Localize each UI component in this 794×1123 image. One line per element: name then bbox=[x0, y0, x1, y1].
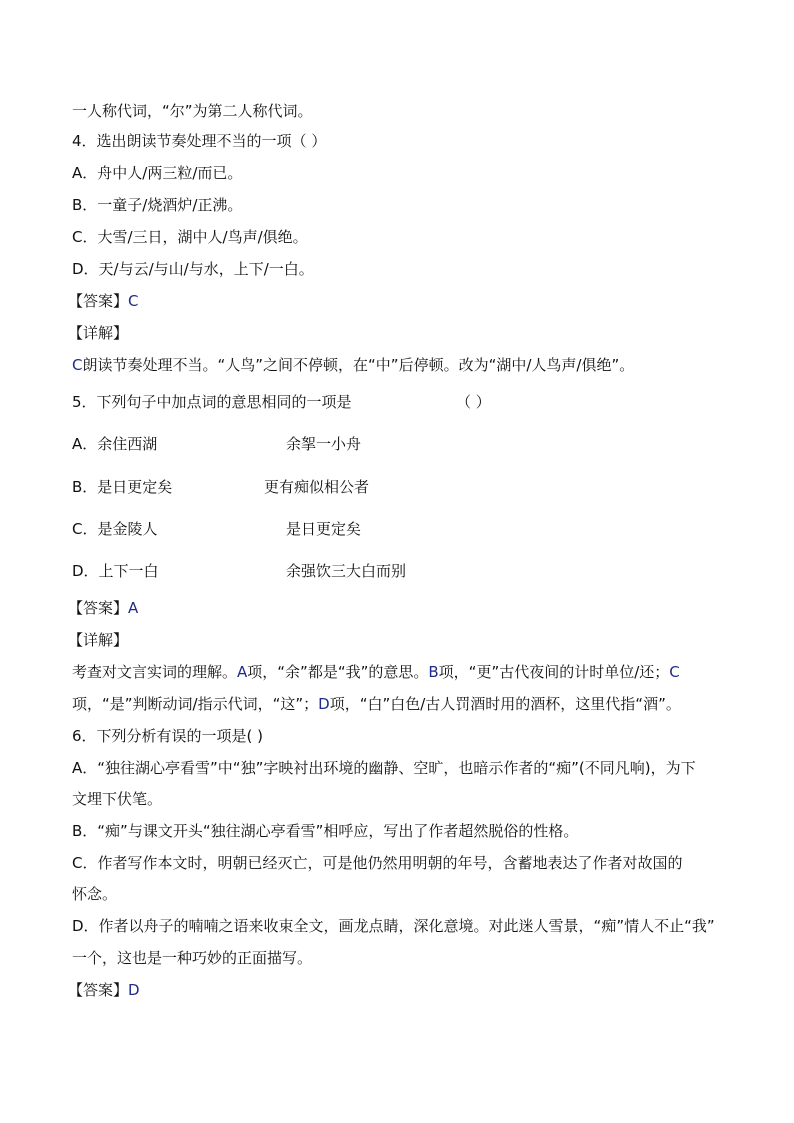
detail-letter-d: D bbox=[318, 695, 330, 713]
q4-option-d: D．天/与云/与山/与水，上下/一白。 bbox=[72, 260, 314, 278]
detail-letter-c: C bbox=[669, 663, 680, 681]
q6-option-b: B．“痴”与课文开头“独往湖心亭看雪”相呼应，写出了作者超然脱俗的性格。 bbox=[72, 822, 579, 840]
detail-text: 项，“余”都是“我”的意思。 bbox=[247, 663, 429, 681]
q5-option-b-left: B．是日更定矣 bbox=[72, 478, 173, 496]
answer-value: D bbox=[128, 981, 140, 999]
q4-detail-label: 【详解】 bbox=[68, 324, 129, 342]
answer-value: C bbox=[128, 292, 139, 310]
question-5-paren: （ ） bbox=[456, 393, 491, 411]
detail-letter-b: B bbox=[428, 663, 439, 681]
q4-answer bbox=[68, 291, 139, 311]
q5-option-c-left: C．是金陵人 bbox=[72, 520, 158, 538]
q6-option-c-line-2: 怀念。 bbox=[72, 885, 118, 903]
detail-text: 项，“更”古代夜间的计时单位/还； bbox=[438, 663, 670, 681]
q6-option-d-line-2: 一个，这也是一种巧妙的正面描写。 bbox=[72, 949, 313, 967]
q6-option-d-line-1: D．作者以舟子的喃喃之语来收束全文，画龙点睛，深化意境。对此迷人雪景，“痴”情人不止“我” bbox=[72, 917, 715, 935]
answer-label: 【答案】 bbox=[68, 292, 129, 310]
answer-label: 【答案】 bbox=[68, 981, 129, 999]
detail-text: 项，“是”判断动词/指示代词，“这”； bbox=[72, 695, 319, 713]
q6-option-a-line-1: A．“独往湖心亭看雪”中“独”字映衬出环境的幽静、空旷，也暗示作者的“痴”(不同凡响)，为下 bbox=[72, 759, 696, 777]
q5-option-c-right: 是日更定矣 bbox=[286, 520, 362, 538]
q4-detail-text bbox=[72, 355, 634, 375]
question-4: 4．选出朗读节奏处理不当的一项（ ） bbox=[72, 132, 327, 150]
detail-letter-a: A bbox=[237, 663, 248, 681]
q4-option-a: A．舟中人/两三粒/而已。 bbox=[72, 164, 243, 182]
q4-option-c: C．大雪/三日，湖中人/鸟声/俱绝。 bbox=[72, 228, 308, 246]
q5-option-a-right: 余挐一小舟 bbox=[286, 435, 362, 453]
q5-option-b-right: 更有痴似相公者 bbox=[264, 478, 370, 496]
question-5: 5．下列句子中加点词的意思相同的一项是 bbox=[72, 393, 352, 411]
q5-option-d-right: 余强饮三大白而别 bbox=[286, 562, 407, 580]
q4-option-b: B．一童子/烧酒炉/正沸。 bbox=[72, 196, 243, 214]
detail-body: 朗读节奏处理不当。“人鸟”之间不停顿，在“中”后停顿。改为“湖中/人鸟声/俱绝”。 bbox=[82, 356, 635, 374]
detail-text: 项，“白”白色/古人罚酒时用的酒杯，这里代指“酒”。 bbox=[329, 695, 681, 713]
q6-option-c-line-1: C．作者写作本文时，明朝已经灭亡，可是他仍然用明朝的年号，含蓄地表达了作者对故国的 bbox=[72, 854, 683, 872]
q5-detail-line-1 bbox=[72, 662, 680, 682]
detail-text: 考查对文言实词的理解。 bbox=[72, 663, 238, 681]
answer-label: 【答案】 bbox=[68, 599, 129, 617]
q6-answer bbox=[68, 980, 140, 1000]
answer-value: A bbox=[128, 599, 139, 617]
q5-option-d-left: D．上下一白 bbox=[72, 562, 159, 580]
q6-option-a-line-2: 文埋下伏笔。 bbox=[72, 790, 163, 808]
q5-option-a-left: A．余住西湖 bbox=[72, 435, 158, 453]
detail-letter: C bbox=[72, 356, 83, 374]
question-6: 6．下列分析有误的一项是( ) bbox=[72, 727, 264, 745]
q5-detail-label: 【详解】 bbox=[68, 631, 129, 649]
q5-detail-line-2 bbox=[72, 694, 681, 714]
q5-answer bbox=[68, 598, 138, 618]
text-line-pronoun-note: 一人称代词，“尔”为第二人称代词。 bbox=[72, 102, 313, 120]
